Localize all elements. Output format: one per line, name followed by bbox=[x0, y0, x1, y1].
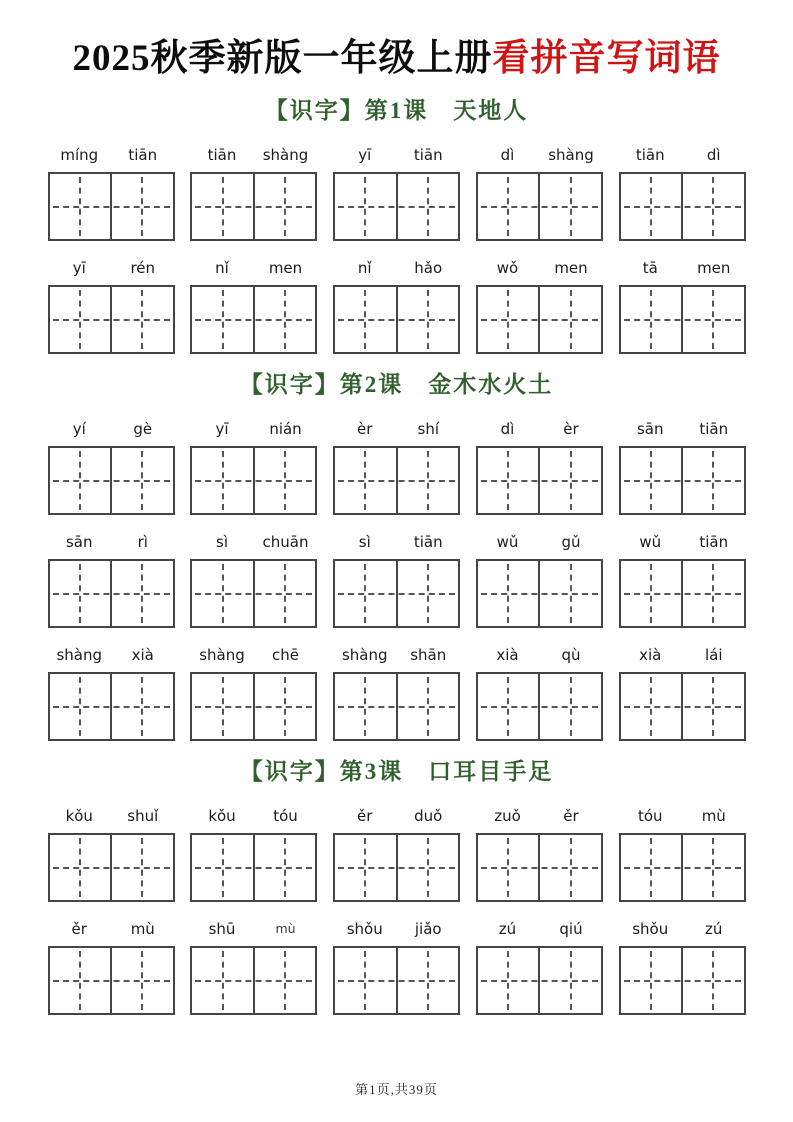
word-block bbox=[476, 420, 603, 515]
lesson-header: 【识字】第1课 天地人 bbox=[264, 98, 529, 123]
pinyin-label bbox=[190, 646, 317, 664]
pinyin-syllable: tiān bbox=[128, 146, 158, 164]
word-row bbox=[48, 646, 746, 741]
pinyin-syllable: shàng bbox=[56, 646, 103, 664]
pinyin-label bbox=[619, 420, 746, 438]
grid-cell bbox=[478, 561, 541, 626]
pinyin-syllable: tiān bbox=[207, 146, 237, 164]
pinyin-syllable: shān bbox=[410, 646, 447, 664]
pinyin-label bbox=[48, 146, 175, 164]
grid-cell bbox=[192, 674, 255, 739]
pinyin-label bbox=[619, 920, 746, 938]
word-block bbox=[619, 146, 746, 241]
grid-cell bbox=[621, 561, 684, 626]
grid-cell bbox=[540, 448, 601, 513]
grid-cell bbox=[683, 948, 744, 1013]
pinyin-syllable: zuǒ bbox=[494, 807, 521, 825]
pinyin-label bbox=[619, 533, 746, 551]
word-block bbox=[476, 146, 603, 241]
pinyin-syllable: tiān bbox=[699, 420, 729, 438]
grid-cell bbox=[112, 674, 173, 739]
grid-cell bbox=[192, 287, 255, 352]
writing-grid bbox=[476, 559, 603, 628]
word-block bbox=[48, 807, 175, 902]
pinyin-syllable: tā bbox=[642, 259, 658, 277]
grid-cell bbox=[398, 287, 459, 352]
pinyin-syllable: zú bbox=[498, 920, 517, 938]
word-block bbox=[476, 533, 603, 628]
grid-cell bbox=[540, 561, 601, 626]
pinyin-syllable: shǒu bbox=[346, 920, 383, 938]
writing-grid bbox=[190, 285, 317, 354]
pinyin-label bbox=[476, 533, 603, 551]
pinyin-label bbox=[333, 920, 460, 938]
writing-grid bbox=[619, 559, 746, 628]
grid-cell bbox=[335, 174, 398, 239]
pinyin-syllable: zú bbox=[705, 920, 723, 938]
pinyin-label bbox=[333, 146, 460, 164]
writing-grid bbox=[48, 946, 175, 1015]
pinyin-syllable: shàng bbox=[262, 146, 309, 164]
grid-cell bbox=[478, 948, 541, 1013]
pinyin-syllable: shū bbox=[208, 920, 236, 938]
grid-cell bbox=[335, 287, 398, 352]
word-block bbox=[48, 646, 175, 741]
grid-cell bbox=[335, 948, 398, 1013]
writing-grid bbox=[333, 946, 460, 1015]
pinyin-syllable: mù bbox=[275, 921, 296, 936]
grid-cell bbox=[540, 674, 601, 739]
word-block bbox=[48, 259, 175, 354]
lesson-section bbox=[0, 757, 793, 1015]
word-row bbox=[48, 146, 746, 241]
word-block bbox=[190, 259, 317, 354]
pinyin-syllable: tiān bbox=[635, 146, 665, 164]
word-block bbox=[619, 420, 746, 515]
word-block bbox=[48, 533, 175, 628]
pinyin-syllable: duǒ bbox=[414, 807, 443, 825]
grid-cell bbox=[621, 835, 684, 900]
pinyin-syllable: kǒu bbox=[208, 807, 236, 825]
grid-cell bbox=[478, 287, 541, 352]
grid-cell bbox=[621, 174, 684, 239]
writing-grid bbox=[619, 946, 746, 1015]
pinyin-label bbox=[476, 807, 603, 825]
pinyin-syllable: mù bbox=[130, 920, 155, 938]
pinyin-syllable: chē bbox=[272, 646, 299, 664]
writing-grid bbox=[190, 172, 317, 241]
writing-grid bbox=[476, 172, 603, 241]
grid-cell bbox=[540, 174, 601, 239]
pinyin-syllable: míng bbox=[60, 146, 99, 164]
pinyin-syllable: nǐ bbox=[215, 259, 229, 277]
pinyin-label bbox=[476, 259, 603, 277]
title-main: 2025秋季新版一年级上册 bbox=[72, 38, 493, 79]
pinyin-syllable: nǐ bbox=[357, 259, 372, 277]
writing-grid bbox=[619, 446, 746, 515]
grid-cell bbox=[50, 448, 113, 513]
grid-cell bbox=[50, 835, 113, 900]
word-block bbox=[333, 807, 460, 902]
grid-cell bbox=[398, 674, 459, 739]
pinyin-label bbox=[333, 533, 460, 551]
pinyin-syllable: sì bbox=[358, 533, 371, 551]
pinyin-label bbox=[190, 920, 317, 938]
pinyin-syllable: èr bbox=[357, 420, 373, 438]
writing-grid bbox=[48, 172, 175, 241]
word-block bbox=[48, 420, 175, 515]
pinyin-syllable: tiān bbox=[413, 146, 443, 164]
word-block bbox=[190, 807, 317, 902]
grid-cell bbox=[683, 287, 744, 352]
grid-cell bbox=[683, 174, 744, 239]
writing-grid bbox=[333, 172, 460, 241]
writing-grid bbox=[476, 833, 603, 902]
pinyin-syllable: gè bbox=[133, 420, 153, 438]
grid-cell bbox=[192, 561, 255, 626]
pinyin-syllable: ěr bbox=[71, 920, 87, 938]
writing-grid bbox=[190, 833, 317, 902]
title-accent: 看拼音写词语 bbox=[492, 38, 721, 79]
writing-grid bbox=[476, 446, 603, 515]
pinyin-syllable: wǒ bbox=[496, 259, 519, 277]
grid-cell bbox=[112, 448, 173, 513]
grid-cell bbox=[50, 174, 113, 239]
pinyin-label bbox=[619, 807, 746, 825]
pinyin-syllable: sān bbox=[65, 533, 93, 551]
grid-cell bbox=[621, 287, 684, 352]
pinyin-syllable: rì bbox=[137, 533, 148, 551]
word-block bbox=[333, 146, 460, 241]
pinyin-label bbox=[476, 646, 603, 664]
pinyin-label bbox=[333, 420, 460, 438]
word-row bbox=[48, 420, 746, 515]
word-block bbox=[619, 646, 746, 741]
pinyin-syllable: tiān bbox=[413, 533, 443, 551]
pinyin-syllable: shàng bbox=[341, 646, 388, 664]
writing-grid bbox=[48, 672, 175, 741]
pinyin-label bbox=[476, 420, 603, 438]
word-block bbox=[333, 646, 460, 741]
pinyin-syllable: shí bbox=[417, 420, 439, 438]
lesson-header: 【识字】第2课 金木水火土 bbox=[239, 372, 554, 397]
pinyin-syllable: lái bbox=[704, 646, 723, 664]
pinyin-label bbox=[476, 146, 603, 164]
grid-cell bbox=[255, 674, 316, 739]
writing-grid bbox=[333, 446, 460, 515]
grid-cell bbox=[683, 448, 744, 513]
pinyin-syllable: yí bbox=[72, 420, 86, 438]
word-block bbox=[619, 920, 746, 1015]
word-block bbox=[48, 920, 175, 1015]
grid-cell bbox=[398, 835, 459, 900]
pinyin-label bbox=[48, 920, 175, 938]
sections-container bbox=[0, 96, 793, 1015]
writing-grid bbox=[333, 833, 460, 902]
word-block bbox=[333, 920, 460, 1015]
grid-cell bbox=[621, 674, 684, 739]
pinyin-syllable: men bbox=[554, 259, 588, 277]
pinyin-syllable: jiǎo bbox=[414, 920, 442, 938]
pinyin-syllable: xià bbox=[639, 646, 662, 664]
pinyin-syllable: tóu bbox=[273, 807, 298, 825]
pinyin-syllable: men bbox=[697, 259, 731, 277]
pinyin-syllable: sì bbox=[216, 533, 228, 551]
writing-grid bbox=[48, 559, 175, 628]
grid-cell bbox=[683, 674, 744, 739]
word-block bbox=[190, 533, 317, 628]
pinyin-label bbox=[190, 259, 317, 277]
pinyin-syllable: hǎo bbox=[414, 259, 443, 277]
grid-cell bbox=[478, 448, 541, 513]
pinyin-syllable: yī bbox=[72, 259, 86, 277]
pinyin-label bbox=[48, 807, 175, 825]
pinyin-syllable: nián bbox=[269, 420, 302, 438]
pinyin-syllable: èr bbox=[563, 420, 579, 438]
page-footer: 第1页,共39页 bbox=[355, 1082, 438, 1097]
lesson-section bbox=[0, 370, 793, 741]
pinyin-label bbox=[619, 646, 746, 664]
grid-cell bbox=[255, 448, 316, 513]
pinyin-label bbox=[476, 920, 603, 938]
pinyin-syllable: xià bbox=[496, 646, 519, 664]
grid-cell bbox=[50, 287, 113, 352]
pinyin-syllable: dì bbox=[500, 146, 515, 164]
writing-grid bbox=[476, 672, 603, 741]
pinyin-syllable: shuǐ bbox=[127, 807, 159, 825]
pinyin-syllable: dì bbox=[706, 146, 721, 164]
word-block bbox=[619, 259, 746, 354]
grid-cell bbox=[255, 174, 316, 239]
grid-cell bbox=[335, 448, 398, 513]
word-row bbox=[48, 920, 746, 1015]
pinyin-syllable: qù bbox=[561, 646, 581, 664]
grid-cell bbox=[398, 174, 459, 239]
pinyin-syllable: mù bbox=[701, 807, 726, 825]
grid-cell bbox=[255, 287, 316, 352]
pinyin-label bbox=[48, 646, 175, 664]
grid-cell bbox=[335, 835, 398, 900]
word-block bbox=[619, 807, 746, 902]
word-row bbox=[48, 533, 746, 628]
grid-cell bbox=[192, 948, 255, 1013]
pinyin-label bbox=[333, 807, 460, 825]
word-block bbox=[333, 259, 460, 354]
pinyin-syllable: qiú bbox=[559, 920, 583, 938]
word-block bbox=[476, 807, 603, 902]
pinyin-syllable: ěr bbox=[563, 807, 579, 825]
pinyin-label bbox=[619, 146, 746, 164]
word-block bbox=[48, 146, 175, 241]
writing-grid bbox=[476, 285, 603, 354]
grid-cell bbox=[540, 287, 601, 352]
word-block bbox=[476, 920, 603, 1015]
grid-cell bbox=[192, 835, 255, 900]
lesson-section bbox=[0, 96, 793, 354]
pinyin-syllable: gǔ bbox=[561, 533, 581, 551]
grid-cell bbox=[398, 561, 459, 626]
grid-cell bbox=[335, 561, 398, 626]
grid-cell bbox=[683, 835, 744, 900]
pinyin-syllable: shàng bbox=[199, 646, 245, 664]
writing-grid bbox=[190, 446, 317, 515]
word-block bbox=[476, 646, 603, 741]
word-block bbox=[619, 533, 746, 628]
pinyin-syllable: shǒu bbox=[632, 920, 669, 938]
grid-cell bbox=[112, 287, 173, 352]
grid-cell bbox=[192, 174, 255, 239]
pinyin-label bbox=[190, 146, 317, 164]
pinyin-syllable: ěr bbox=[357, 807, 373, 825]
pinyin-syllable: wǔ bbox=[496, 533, 519, 551]
writing-grid bbox=[333, 559, 460, 628]
writing-grid bbox=[48, 446, 175, 515]
grid-cell bbox=[112, 835, 173, 900]
pinyin-label bbox=[48, 259, 175, 277]
pinyin-syllable: tiān bbox=[699, 533, 729, 551]
grid-cell bbox=[255, 561, 316, 626]
grid-cell bbox=[112, 561, 173, 626]
writing-grid bbox=[619, 833, 746, 902]
pinyin-label bbox=[190, 420, 317, 438]
writing-grid bbox=[190, 559, 317, 628]
pinyin-label bbox=[48, 420, 175, 438]
grid-cell bbox=[50, 561, 113, 626]
grid-cell bbox=[335, 674, 398, 739]
pinyin-label bbox=[333, 646, 460, 664]
grid-cell bbox=[398, 448, 459, 513]
grid-cell bbox=[540, 835, 601, 900]
pinyin-syllable: xià bbox=[131, 646, 154, 664]
pinyin-syllable: sān bbox=[636, 420, 664, 438]
pinyin-syllable: men bbox=[268, 259, 303, 277]
grid-cell bbox=[683, 561, 744, 626]
word-block bbox=[190, 146, 317, 241]
pinyin-label bbox=[619, 259, 746, 277]
writing-grid bbox=[333, 672, 460, 741]
writing-grid bbox=[48, 285, 175, 354]
pinyin-syllable: kǒu bbox=[65, 807, 93, 825]
grid-cell bbox=[478, 174, 541, 239]
grid-cell bbox=[112, 174, 173, 239]
writing-grid bbox=[476, 946, 603, 1015]
grid-cell bbox=[540, 948, 601, 1013]
pinyin-label bbox=[333, 259, 460, 277]
pinyin-syllable: rén bbox=[130, 259, 156, 277]
word-row bbox=[48, 259, 746, 354]
pinyin-label bbox=[190, 533, 317, 551]
grid-cell bbox=[50, 948, 113, 1013]
grid-cell bbox=[192, 448, 255, 513]
writing-grid bbox=[619, 172, 746, 241]
writing-grid bbox=[48, 833, 175, 902]
grid-cell bbox=[255, 948, 316, 1013]
grid-cell bbox=[50, 674, 113, 739]
word-block bbox=[476, 259, 603, 354]
pinyin-syllable: chuān bbox=[262, 533, 309, 551]
grid-cell bbox=[621, 948, 684, 1013]
writing-grid bbox=[619, 285, 746, 354]
word-block bbox=[333, 533, 460, 628]
pinyin-syllable: yī bbox=[215, 420, 229, 438]
writing-grid bbox=[619, 672, 746, 741]
pinyin-syllable: dì bbox=[500, 420, 515, 438]
word-block bbox=[190, 420, 317, 515]
grid-cell bbox=[255, 835, 316, 900]
word-block bbox=[190, 920, 317, 1015]
word-row bbox=[48, 807, 746, 902]
grid-cell bbox=[478, 674, 541, 739]
pinyin-syllable: yī bbox=[358, 146, 372, 164]
word-block bbox=[333, 420, 460, 515]
page-title bbox=[0, 36, 793, 82]
grid-cell bbox=[478, 835, 541, 900]
grid-cell bbox=[621, 448, 684, 513]
grid-cell bbox=[112, 948, 173, 1013]
pinyin-label bbox=[190, 807, 317, 825]
writing-grid bbox=[190, 672, 317, 741]
pinyin-syllable: tóu bbox=[637, 807, 663, 825]
word-block bbox=[190, 646, 317, 741]
lesson-header: 【识字】第3课 口耳目手足 bbox=[239, 759, 554, 784]
pinyin-syllable: shàng bbox=[548, 146, 594, 164]
pinyin-label bbox=[48, 533, 175, 551]
grid-cell bbox=[398, 948, 459, 1013]
writing-grid bbox=[333, 285, 460, 354]
writing-grid bbox=[190, 946, 317, 1015]
pinyin-syllable: wǔ bbox=[639, 533, 662, 551]
